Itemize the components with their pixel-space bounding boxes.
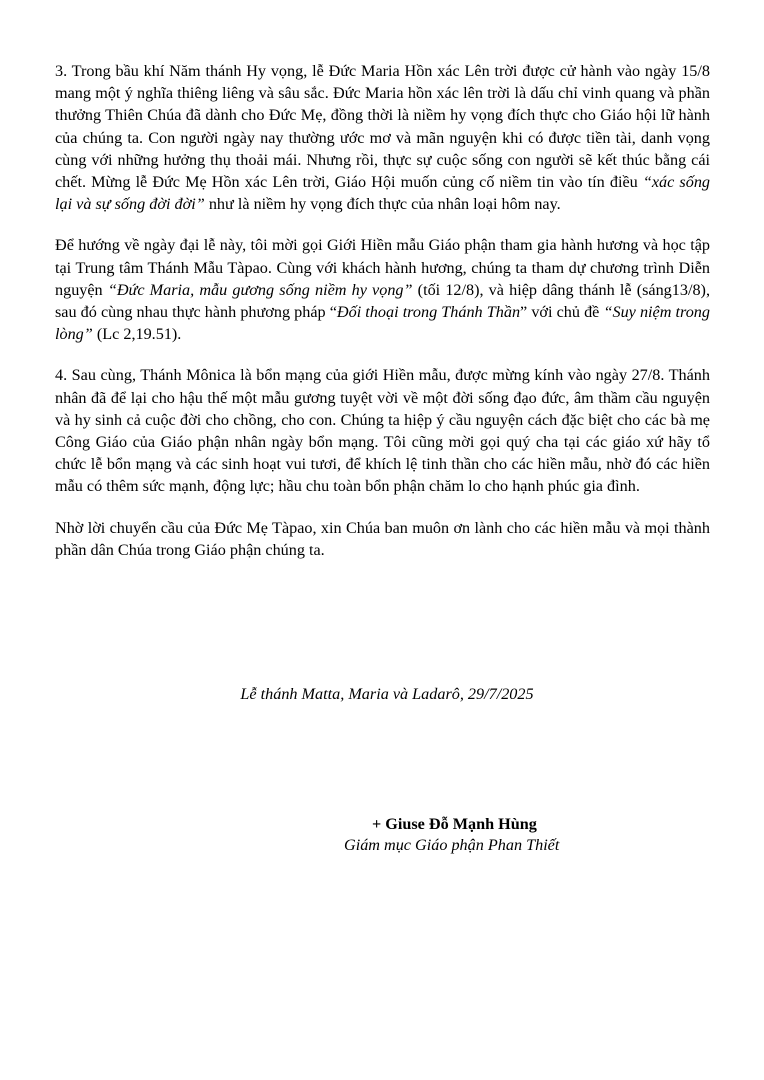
paragraph-assumption	[55, 60, 710, 215]
paragraph-blessing: Nhờ lời chuyển cầu của Đức Mẹ Tàpao, xin Chúa ban muôn ơn lành cho các hiền mẫu và mọi thành phần dân Chúa trong Giáo phận chúng ta.	[55, 518, 710, 559]
paragraph-text: (tối 12/8), và hiệp dâng thánh lễ (sáng13/8), sau đó cùng nhau thực hành phương pháp “	[55, 280, 710, 322]
letter-body	[55, 60, 710, 561]
signer-title: Giám mục Giáo phận Phan Thiết	[344, 836, 560, 854]
place-date: Lễ thánh Matta, Maria và Ladarô, 29/7/2025	[240, 685, 534, 703]
program-quote: “Đức Maria, mẫu gương sống niềm hy vọng”	[107, 280, 413, 299]
paragraph-text: (Lc 2,19.51).	[92, 325, 182, 344]
dogma-quote: “xác sống lại và sự sống đời đời”	[55, 173, 711, 214]
paragraph-pilgrimage	[55, 234, 710, 345]
method-quote: Đối thoại trong Thánh Thần	[336, 303, 521, 322]
paragraph-text: 3. Trong bầu khí Năm thánh Hy vọng, lễ Đức Maria Hồn xác Lên trời được cử hành vào ngày 15/8 mang một ý nghĩa thiêng liêng và sâu sắc. Đức Maria hồn xác lên trời là dấu chỉ vinh quang và phần thưởng Thiên Chúa đã dành cho Đức Mẹ, đồng thời là niềm hy vọng đích thực cho Giáo hội lữ hành của chúng ta. Con người ngày nay thường ước mơ và mãn nguyện khi có được tiền tài, danh vọng cùng với những hưởng thụ thoải mái. Nhưng rồi, thực sự cuộc sống con người sẽ kết thúc bằng cái chết. Mừng lễ Đức Mẹ Hồn xác Lên trời, Giáo Hội muốn củng cố niềm tin vào tín điều	[55, 62, 710, 192]
signer-name: + Giuse Đỗ Mạnh Hùng	[372, 815, 537, 833]
paragraph-monica: 4. Sau cùng, Thánh Mônica là bổn mạng của giới Hiền mẫu, được mừng kính vào ngày 27/8. Thánh nhân đã để lại cho hậu thế một mẫu gương tuyệt vời về một đời sống đạo đức, âm thầm cầu nguyện và hy sinh cả cuộc đời cho chồng, cho con. Chúng ta hiệp ý cầu nguyện cách đặc biệt cho các bà mẹ Công Giáo của Giáo phận nhân ngày bổn mạng. Tôi cũng mời gọi quý cha tại các giáo xứ hãy tổ chức lễ bổn mạng và các sinh hoạt vui tươi, để khích lệ tinh thần cho các hiền mẫu, nhờ đó các hiền mẫu có thêm sức mạnh, động lực; hầu chu toàn bổn phận chăm lo cho hạnh phúc gia đình.	[55, 366, 710, 496]
paragraph-text: Để hướng về ngày đại lễ này, tôi mời gọi Giới Hiền mẫu Giáo phận tham gia hành hương và học tập tại Trung tâm Thánh Mẫu Tàpao. Cùng với khách hành hương, chúng ta tham dự chương trình Diễn nguyện	[55, 236, 710, 299]
theme-quote: “Suy niệm trong lòng”	[55, 303, 710, 344]
paragraph-text: ” với chủ đề	[520, 303, 604, 322]
paragraph-text: như là niềm hy vọng đích thực của nhân loại hôm nay.	[204, 195, 561, 214]
